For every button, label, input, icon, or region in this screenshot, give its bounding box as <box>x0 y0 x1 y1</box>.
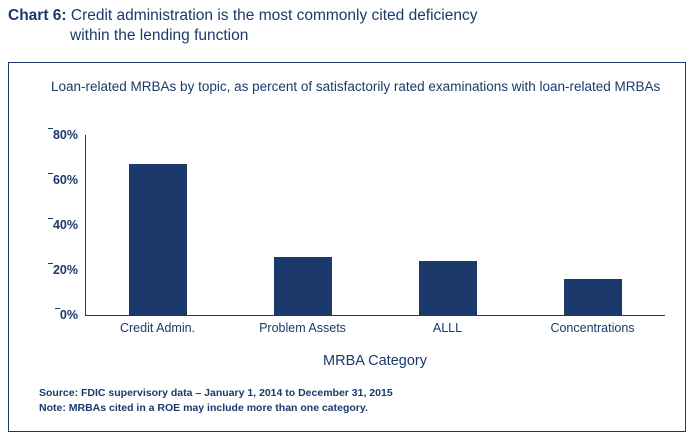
bar-slot <box>85 135 230 315</box>
bar-series <box>85 135 665 315</box>
chart-title-text-1: Credit administration is the most commonly cited deficiency <box>70 7 478 24</box>
y-tick-mark <box>48 128 53 129</box>
chart-title <box>8 6 688 47</box>
y-tick-mark <box>48 218 53 219</box>
source-note: Source: FDIC supervisory data – January 1, 2014 to December 31, 2015 <box>39 386 393 399</box>
x-axis-title: MRBA Category <box>323 353 427 369</box>
y-tick-mark <box>48 263 53 264</box>
x-label-concentrations: Concentrations <box>550 321 635 335</box>
x-label-problem-assets: Problem Assets <box>259 321 346 335</box>
x-axis-labels <box>85 321 665 335</box>
y-tick-60: 60% <box>53 173 85 187</box>
bar-credit-admin <box>129 164 187 315</box>
chart-title-line-1 <box>8 6 688 26</box>
y-tick-20: 20% <box>53 263 85 277</box>
y-tick-mark <box>48 173 53 174</box>
bar-alll <box>419 261 477 315</box>
bar-slot <box>520 135 665 315</box>
y-tick-40: 40% <box>53 218 85 232</box>
bar-concentrations <box>564 279 622 315</box>
chart-frame <box>8 62 686 432</box>
bar-slot <box>375 135 520 315</box>
chart-title-line-2 <box>8 26 688 46</box>
chart-footnotes <box>39 386 659 418</box>
plot-wrapper <box>9 125 687 375</box>
chart-subtitle: Loan-related MRBAs by topic, as percent of satisfactorily rated examinations with loan-related MRBAs <box>51 79 661 94</box>
y-tick-0: 0% <box>60 308 85 322</box>
y-tick-80: 80% <box>53 128 85 142</box>
methodology-note: Note: MRBAs cited in a ROE may include more than one category. <box>39 402 368 415</box>
x-label-alll: ALLL <box>432 321 463 335</box>
y-tick-mark <box>55 308 60 309</box>
x-axis-line <box>85 315 665 316</box>
bar-slot <box>230 135 375 315</box>
x-label-credit-admin: Credit Admin. <box>119 321 196 335</box>
chart-title-text-2: within the lending function <box>70 27 249 45</box>
bar-problem-assets <box>274 257 332 316</box>
chart-number-label: Chart 6: <box>8 7 67 24</box>
